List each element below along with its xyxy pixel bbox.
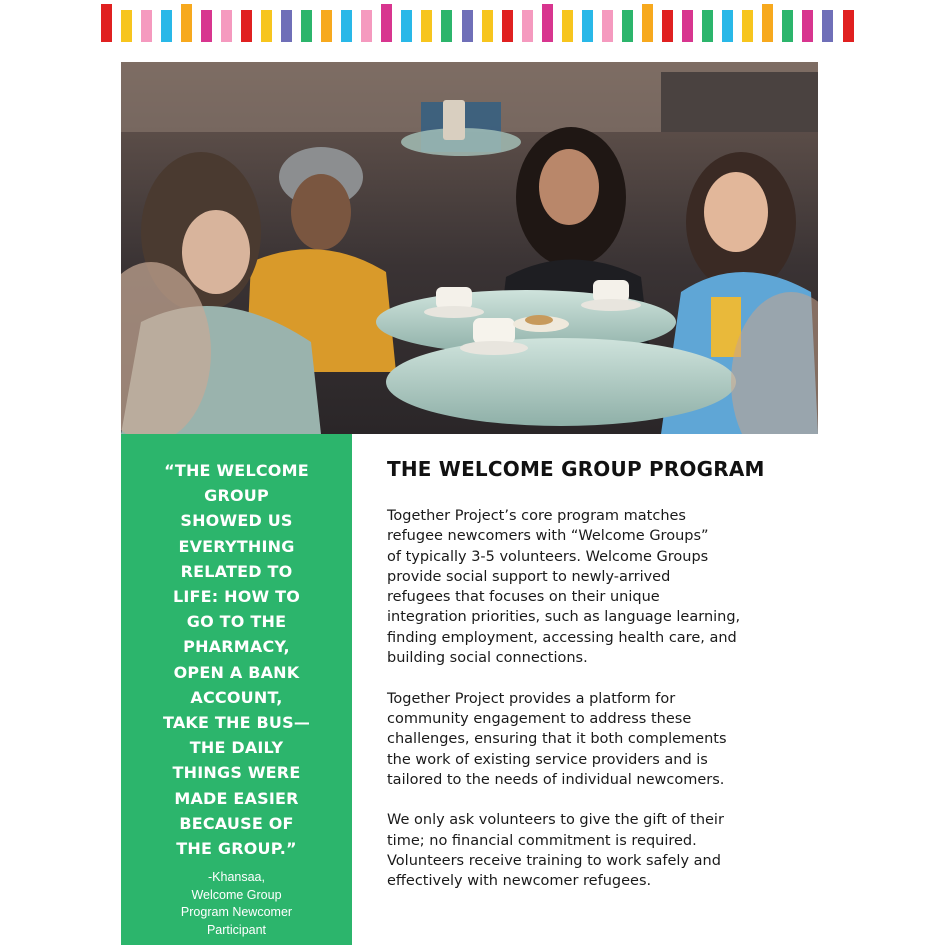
testimonial-attribution: -Khansaa, Welcome Group Program Newcomer Participant — [180, 870, 293, 937]
color-stripe — [201, 10, 212, 42]
color-stripe — [341, 10, 352, 42]
color-stripe — [381, 4, 392, 42]
color-stripe — [662, 10, 673, 42]
color-stripe — [602, 10, 613, 42]
color-stripe — [582, 10, 593, 42]
color-stripe — [822, 10, 833, 42]
color-stripe — [622, 10, 633, 42]
color-stripe — [682, 10, 693, 42]
color-stripe — [241, 10, 252, 42]
color-stripe — [742, 10, 753, 42]
color-stripe — [642, 4, 653, 42]
color-stripe — [221, 10, 232, 42]
color-stripe-banner — [96, 4, 858, 44]
section-title: THE WELCOME GROUP PROGRAM — [387, 457, 765, 481]
testimonial-panel — [121, 434, 352, 945]
cafe-group-photo — [121, 62, 818, 434]
color-stripe — [161, 10, 172, 42]
color-stripe — [181, 4, 192, 42]
color-stripe — [361, 10, 372, 42]
color-stripe — [522, 10, 533, 42]
color-stripe — [141, 10, 152, 42]
color-stripe — [421, 10, 432, 42]
color-stripe — [441, 10, 452, 42]
color-stripe — [802, 10, 813, 42]
color-stripe — [281, 10, 292, 42]
color-stripe — [261, 10, 272, 42]
color-stripe — [722, 10, 733, 42]
body-paragraph: Together Project provides a platform for community engagement to address these challenges, ensuring that it both complements the work of existing service providers and is tailored to the needs of individual newcomers. — [387, 690, 727, 788]
color-stripe — [482, 10, 493, 42]
color-stripe — [762, 4, 773, 42]
body-paragraph: We only ask volunteers to give the gift of their time; no financial commitment is required. Volunteers receive training to work safely and effectively with newcomer refugees. — [387, 812, 724, 890]
testimonial-quote: “THE WELCOME GROUP SHOWED US EVERYTHING RELATED TO LIFE: HOW TO GO TO THE PHARMACY, OPEN A BANK ACCOUNT, TAKE THE BUS— THE DAILY THINGS WERE MADE EASIER BECAUSE OF THE GROUP.” — [162, 461, 311, 859]
color-stripe — [121, 10, 132, 42]
color-stripe — [782, 10, 793, 42]
color-stripe — [101, 4, 112, 42]
color-stripe — [542, 4, 553, 42]
color-stripe — [562, 10, 573, 42]
color-stripe — [843, 10, 854, 42]
body-paragraph: Together Project’s core program matches refugee newcomers with “Welcome Groups” of typically 3-5 volunteers. Welcome Groups provide social support to newly-arrived refugees that focuses on their unique integration priorities, such as language learning, finding employment, accessing health care, and building social connections. — [387, 508, 741, 667]
color-stripe — [321, 10, 332, 42]
section-body — [387, 506, 797, 912]
photo-illustration — [121, 62, 818, 434]
color-stripe — [502, 10, 513, 42]
color-stripe — [301, 10, 312, 42]
color-stripe — [401, 10, 412, 42]
color-stripe — [462, 10, 473, 42]
color-stripe — [702, 10, 713, 42]
